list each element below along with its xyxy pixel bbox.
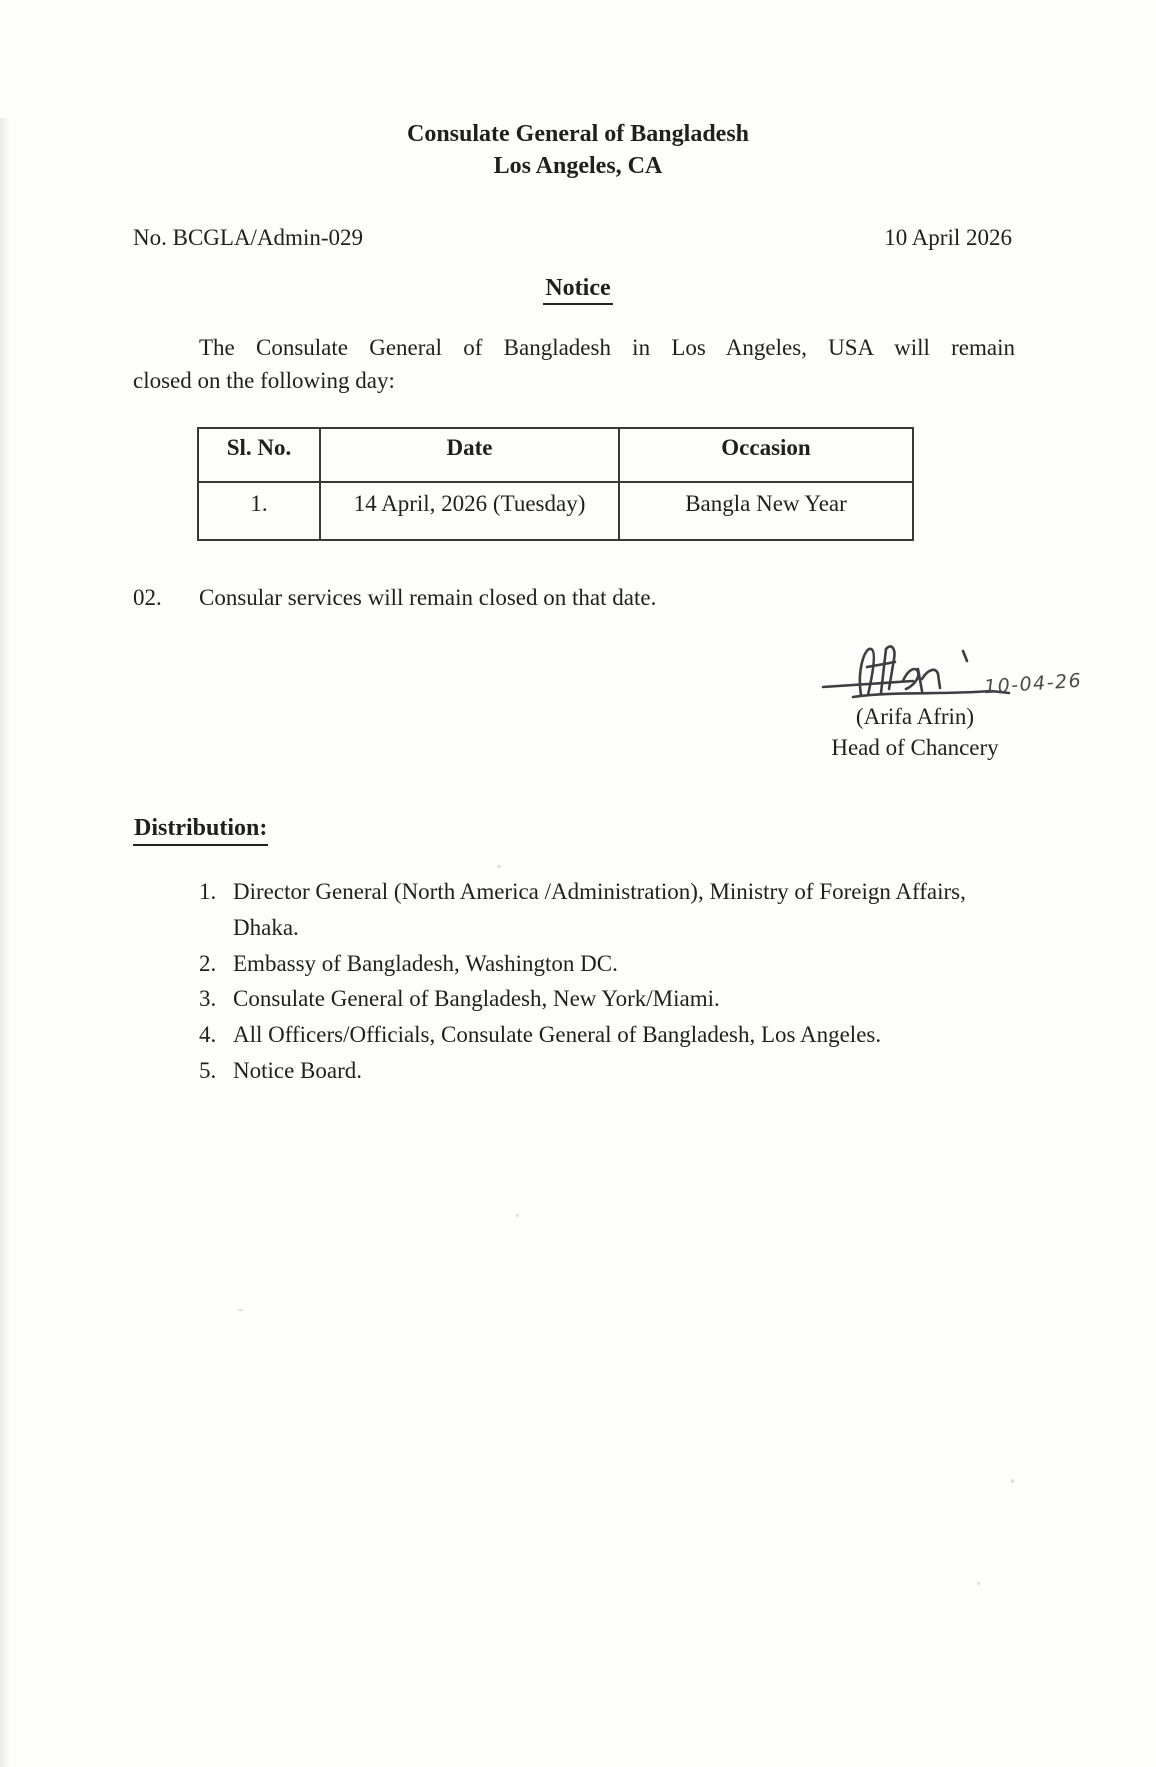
holiday-table	[197, 427, 914, 541]
distribution-heading-wrap	[133, 815, 1156, 846]
distribution-list	[199, 874, 1156, 1088]
list-item-text: Notice Board.	[233, 1057, 363, 1083]
reference-number: No. BCGLA/Admin-029	[133, 224, 363, 250]
list-item	[199, 981, 1156, 1017]
intro-line-2: closed on the following day:	[133, 368, 395, 394]
scan-speckle	[516, 1214, 519, 1217]
scan-speckle	[238, 1309, 243, 1311]
org-name: Consulate General of Bangladesh	[406, 121, 750, 147]
list-item-number: 3.	[199, 986, 217, 1012]
reference-row	[133, 225, 1012, 251]
list-item-text: All Officers/Officials, Consulate General of Bangladesh, Los Angeles.	[233, 1022, 882, 1048]
cell-sl-no: 1.	[198, 482, 320, 540]
paragraph-02	[133, 585, 1015, 611]
list-item-number: 2.	[199, 950, 217, 976]
list-item-number: 4.	[199, 1022, 217, 1048]
intro-paragraph	[133, 331, 1015, 398]
scan-edge-shadow	[0, 118, 10, 1767]
holiday-table-header-row	[198, 428, 913, 482]
notice-title: Notice	[543, 275, 612, 305]
list-item-text: Consulate General of Bangladesh, New York/Miami.	[233, 986, 720, 1012]
intro-line-1: The Consulate General of Bangladesh in Los Angeles, USA will remain	[199, 334, 1015, 360]
header-sl-no: Sl. No.	[198, 428, 320, 482]
paragraph-02-number: 02.	[133, 585, 162, 611]
scanned-notice-page	[0, 118, 1156, 1767]
notice-title-wrap	[0, 275, 1156, 305]
list-item-text: Director General (North America /Administration), Ministry of Foreign Affairs, Dhaka.	[233, 879, 966, 941]
signer-title: Head of Chancery	[831, 735, 999, 761]
list-item	[199, 1053, 1156, 1089]
table-row	[198, 482, 913, 540]
issue-date: 10 April 2026	[884, 224, 1012, 250]
list-item	[199, 1017, 1156, 1053]
scan-speckle	[1011, 1479, 1014, 1483]
header-occasion: Occasion	[619, 428, 913, 482]
signature-block	[812, 639, 1083, 763]
list-item-number: 5.	[199, 1057, 217, 1083]
list-item-text: Embassy of Bangladesh, Washington DC.	[233, 950, 618, 976]
cell-occasion: Bangla New Year	[619, 482, 913, 540]
list-item	[199, 874, 1156, 945]
scan-speckle	[977, 1582, 980, 1585]
header-date: Date	[320, 428, 619, 482]
scan-speckle	[497, 865, 501, 868]
list-item	[199, 946, 1156, 982]
org-location: Los Angeles, CA	[493, 153, 663, 180]
signer-name: (Arifa Afrin)	[855, 704, 975, 730]
cell-date: 14 April, 2026 (Tuesday)	[320, 482, 619, 540]
paragraph-02-text: Consular services will remain closed on that date.	[199, 585, 657, 611]
signature-handwritten-date: 10-04-26	[983, 670, 1083, 699]
list-item-number: 1.	[199, 879, 217, 905]
letterhead	[0, 118, 1156, 183]
distribution-heading: Distribution:	[133, 815, 268, 846]
